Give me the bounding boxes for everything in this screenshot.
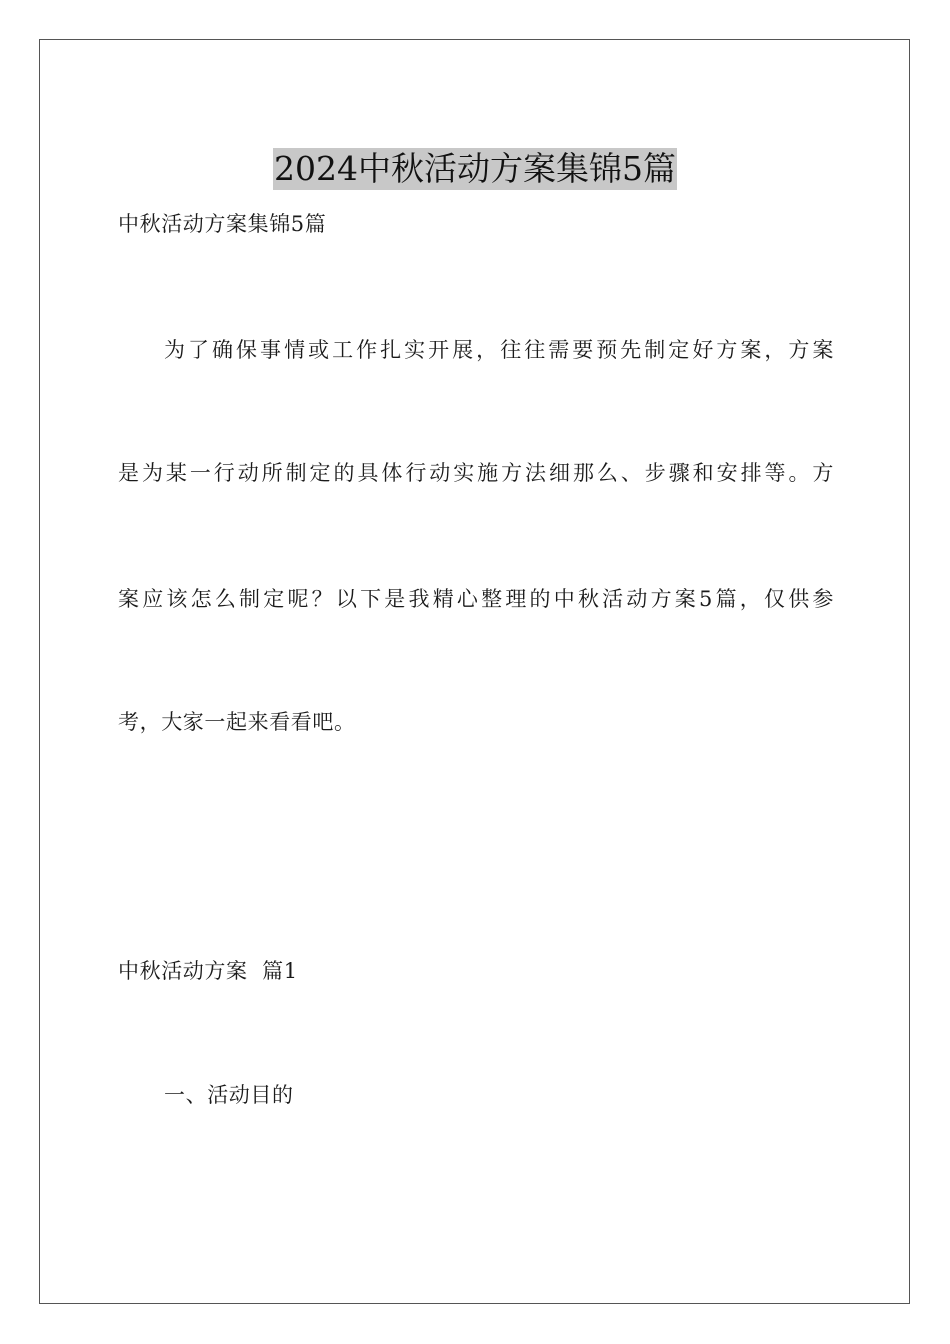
document-subtitle: 中秋活动方案集锦5篇 xyxy=(118,212,327,236)
intro-line: 考，大家一起来看看吧。 xyxy=(118,710,356,734)
intro-line: 案应该怎么制定呢？以下是我精心整理的中秋活动方案5篇，仅供参 xyxy=(118,587,834,611)
intro-line: 是为某一行动所制定的具体行动实施方法细那么、步骤和安排等。方 xyxy=(118,461,834,485)
subsection-heading: 一、活动目的 xyxy=(164,1083,294,1107)
document-title: 2024中秋活动方案集锦5篇 xyxy=(274,149,676,189)
intro-line: 为了确保事情或工作扎实开展，往往需要预先制定好方案，方案 xyxy=(164,338,834,362)
section-heading: 中秋活动方案 篇1 xyxy=(118,959,298,983)
title-container xyxy=(0,126,950,212)
